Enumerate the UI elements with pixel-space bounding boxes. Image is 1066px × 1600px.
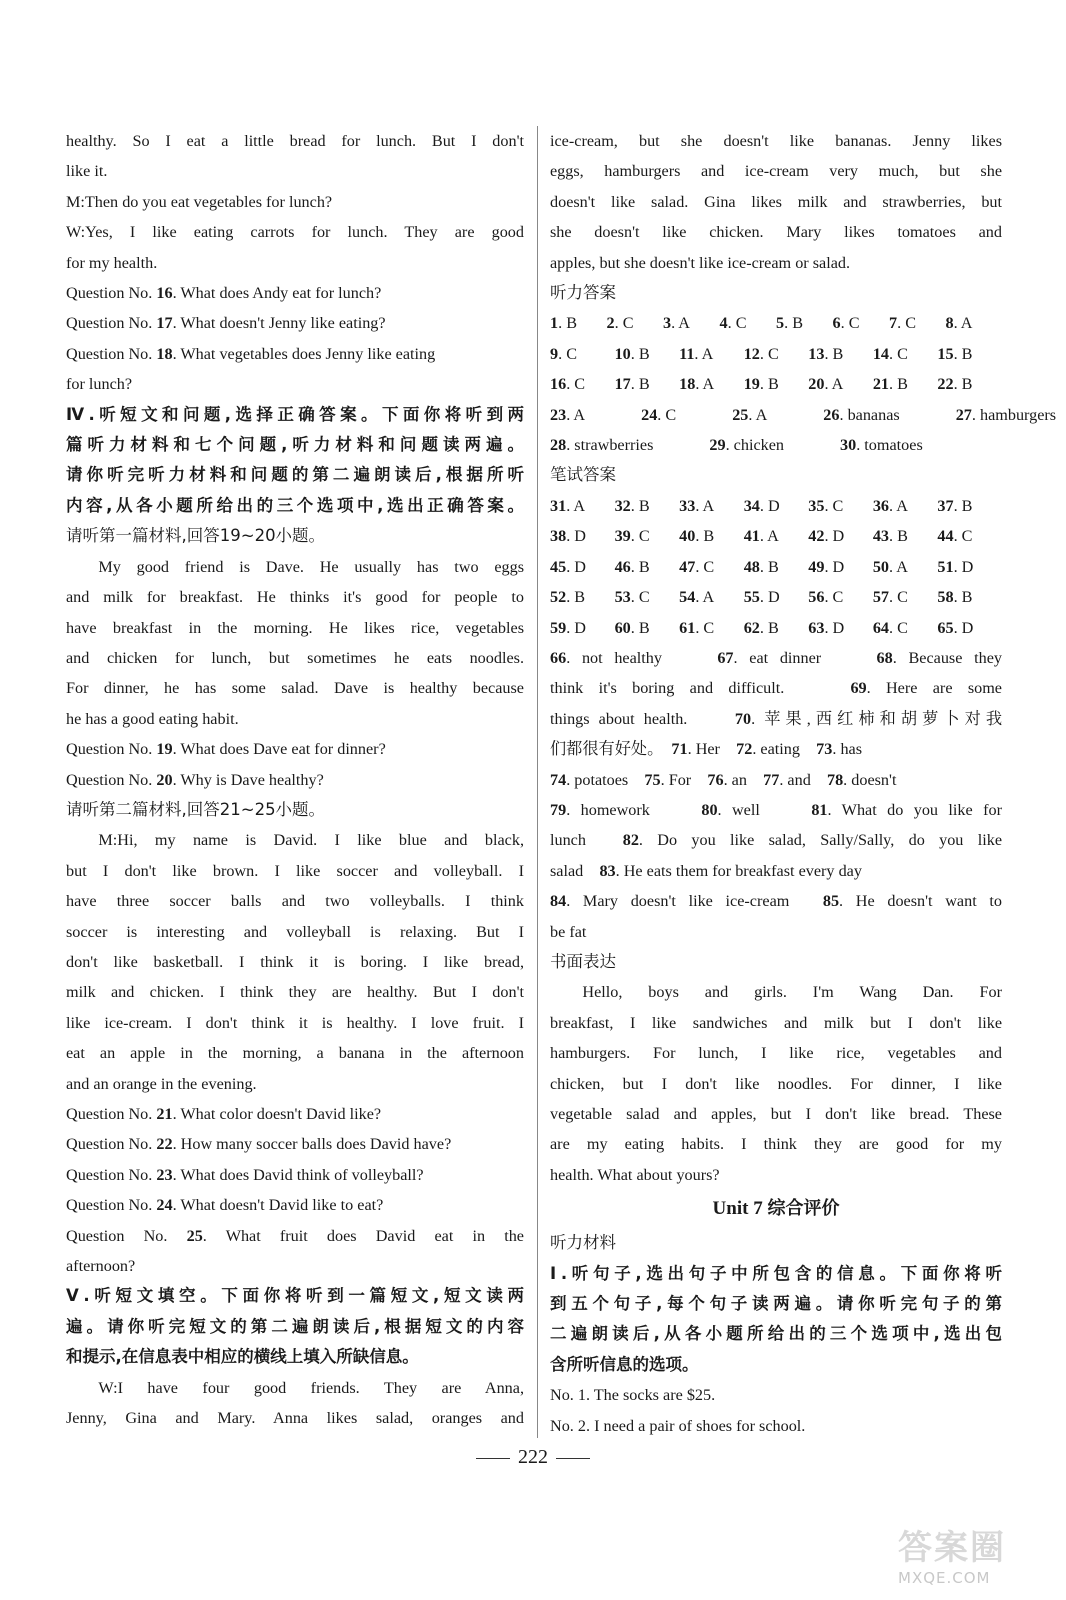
answer-item: 33. A: [679, 496, 715, 515]
answer-item: 39. C: [614, 527, 650, 546]
passage-line: W:I have four good friends. They are Anna,: [98, 1378, 524, 1397]
section-4-instruction: 请听第二篇材料,回答21~25小题。: [66, 799, 326, 819]
writing-line: breakfast, I like sandwiches and milk but I don't like: [550, 1013, 1002, 1032]
answer-line: 84. Mary doesn't like ice-cream 85. He doesn't want to: [550, 892, 1002, 911]
passage-line: and milk for breakfast. He thinks it's good for people to: [66, 588, 524, 607]
answer-item: 49. D: [808, 557, 845, 576]
answer-item: 10. B: [614, 344, 650, 363]
answer-item: 3. A: [663, 314, 690, 333]
section-4-instruction: 内容,从各小题所给出的三个选项中,选出正确答案。: [66, 495, 524, 515]
answer-row: [550, 369, 1002, 399]
answer-row: [550, 339, 1002, 369]
section-4-instruction: 请你听完听力材料和问题的第二遍朗读后,根据所听: [66, 465, 524, 485]
section-1-instruction: Ⅰ.听句子,选出句子中所包含的信息。下面你将听: [550, 1263, 1002, 1283]
answer-item: 35. C: [808, 496, 844, 515]
question-21: Question No. 21. What color doesn't David like?: [66, 1105, 382, 1123]
passage-line: apples, but she doesn't like ice-cream or salad.: [550, 253, 851, 272]
writing-heading: 书面表达: [550, 951, 616, 971]
watermark-text: 答案圈: [898, 1528, 1006, 1568]
answer-item: 44. C: [937, 527, 973, 546]
answer-item: 27. hamburgers: [955, 405, 1057, 424]
text-line: like it.: [66, 162, 108, 181]
answer-item: 54. A: [679, 588, 715, 607]
passage-line: and an orange in the evening.: [66, 1074, 257, 1093]
passage-line: have three soccer balls and two volleyballs. I think: [66, 892, 524, 911]
answer-item: 63. D: [808, 618, 845, 637]
answer-line: 们都很有好处。 71. Her 72. eating 73. has: [550, 740, 863, 759]
answer-row: [550, 430, 1002, 460]
answer-item: 43. B: [872, 527, 908, 546]
answer-row: [550, 400, 1057, 430]
answer-line: 79. homework 80. well 81. What do you like for: [550, 800, 1002, 819]
answer-item: 56. C: [808, 588, 844, 607]
answer-item: 31. A: [550, 496, 586, 515]
left-column: [66, 126, 524, 1433]
section-1-instruction: 含所听信息的选项。: [550, 1354, 699, 1374]
answer-item: 55. D: [743, 588, 780, 607]
answer-item: 41. A: [743, 527, 779, 546]
answer-item: 53. C: [614, 588, 650, 607]
answer-item: 17. B: [614, 375, 650, 394]
passage-line: don't like basketball. I think it is boring. I like bread,: [66, 952, 524, 971]
answer-item: 52. B: [550, 588, 586, 607]
passage-line: M:Hi, my name is David. I like blue and black,: [98, 831, 524, 850]
answer-row: [550, 613, 1002, 643]
answer-row: [550, 521, 1002, 551]
answer-item: 19. B: [743, 375, 779, 394]
footer-dash: [476, 1458, 510, 1459]
answer-row: [550, 491, 1002, 521]
writing-line: are my eating habits. I think they are good for my: [550, 1135, 1002, 1154]
question-25: Question No. 25. What fruit does David eat in the: [66, 1226, 524, 1245]
writing-line: health. What about yours?: [550, 1165, 720, 1184]
answer-item: 6. C: [832, 314, 860, 333]
question-22: Question No. 22. How many soccer balls does David have?: [66, 1135, 452, 1154]
question-20: Question No. 20. Why is Dave healthy?: [66, 770, 324, 789]
answer-item: 45. D: [550, 557, 586, 576]
answer-item: 5. B: [776, 314, 803, 333]
section-4-instruction: Ⅳ.听短文和问题,选择正确答案。下面你将听到两: [66, 404, 524, 424]
answer-item: 32. B: [614, 496, 650, 515]
answer-item: 28. strawberries: [550, 436, 654, 455]
text-line: M:Then do you eat vegetables for lunch?: [66, 192, 333, 211]
passage-line: she doesn't like chicken. Mary likes tomatoes and: [550, 223, 1002, 242]
answer-item: 36. A: [872, 496, 908, 515]
section-5-instruction: Ⅴ.听短文填空。下面你将听到一篇短文,短文读两: [66, 1286, 524, 1306]
answer-item: 26. bananas: [823, 405, 900, 424]
passage-line: eat an apple in the morning, a banana in the afternoon: [66, 1044, 524, 1063]
answer-item: 30. tomatoes: [840, 436, 923, 455]
written-answers-heading: 笔试答案: [550, 465, 616, 485]
answer-line: things about health. 70. 苹果,西红柿和胡萝卜对我: [550, 709, 1003, 728]
text-line: afternoon?: [66, 1257, 136, 1276]
answer-item: 25. A: [732, 405, 768, 424]
answer-item: 20. A: [808, 375, 844, 394]
page-number: 222: [518, 1446, 548, 1468]
answer-item: 57. C: [872, 588, 908, 607]
watermark-logo: [898, 1520, 1048, 1590]
answer-item: 62. B: [743, 618, 779, 637]
answer-row: [550, 308, 1002, 338]
answer-item: 16. C: [550, 375, 586, 394]
listening-material-heading: 听力材料: [550, 1233, 616, 1253]
answer-item: 2. C: [606, 314, 634, 333]
page-footer: [0, 1446, 1066, 1469]
section-5-instruction: 遍。请你听完短文的第二遍朗读后,根据短文的内容: [66, 1316, 524, 1336]
passage-line: milk and chicken. I think they are healthy. But I don't: [66, 983, 524, 1002]
section-1-instruction: 二遍朗读后,从各小题所给出的三个选项中,选出包: [550, 1324, 1002, 1344]
answer-item: 37. B: [937, 496, 973, 515]
text-line: healthy. So I eat a little bread for lunch. But I don't: [66, 132, 524, 150]
passage-line: eggs, hamburgers and ice-cream very much, but she: [550, 162, 1002, 181]
text-line: for lunch?: [66, 375, 133, 394]
answer-item: 12. C: [743, 344, 779, 363]
answer-row: [550, 582, 1002, 612]
answer-item: 50. A: [872, 557, 908, 576]
question-23: Question No. 23. What does David think of volleyball?: [66, 1165, 424, 1184]
question-24: Question No. 24. What doesn't David like to eat?: [66, 1196, 384, 1215]
question-17: Question No. 17. What doesn't Jenny like eating?: [66, 314, 386, 333]
footer-dash: [556, 1458, 590, 1459]
answer-line: be fat: [550, 922, 587, 941]
answer-item: 29. chicken: [709, 436, 785, 455]
answer-item: 51. D: [937, 557, 974, 576]
answer-item: 46. B: [614, 557, 650, 576]
writing-line: hamburgers. For lunch, I like rice, vegetables and: [550, 1044, 1002, 1063]
writing-line: Hello, boys and girls. I'm Wang Dan. For: [582, 983, 1002, 1002]
column-divider: [537, 126, 538, 1438]
answer-item: 8. A: [945, 314, 973, 333]
passage-line: My good friend is Dave. He usually has two eggs: [98, 557, 524, 576]
answer-item: 60. B: [614, 618, 650, 637]
answer-item: 11. A: [679, 344, 714, 363]
answer-item: 48. B: [743, 557, 779, 576]
answer-item: 59. D: [550, 618, 586, 637]
answer-item: 18. A: [679, 375, 715, 394]
answer-item: 42. D: [808, 527, 845, 546]
passage-line: For dinner, he has some salad. Dave is healthy because: [66, 679, 524, 698]
passage-line: ice-cream, but she doesn't like bananas. Jenny likes: [550, 132, 1002, 150]
question-18: Question No. 18. What vegetables does Jenny like eating: [66, 344, 436, 363]
answer-item: 58. B: [937, 588, 973, 607]
answer-item: 15. B: [937, 344, 973, 363]
answer-line: think it's boring and difficult. 69. Here are some: [550, 679, 1002, 698]
answer-item: 61. C: [679, 618, 715, 637]
section-4-instruction: 请听第一篇材料,回答19~20小题。: [66, 526, 326, 546]
answer-line: 74. potatoes 75. For 76. an 77. and 78. doesn't: [550, 770, 897, 789]
passage-line: have breakfast in the morning. He likes rice, vegetables: [66, 618, 524, 637]
passage-line: he has a good eating habit.: [66, 709, 239, 728]
passage-line: but I don't like brown. I like soccer and volleyball. I: [66, 861, 524, 880]
answer-item: 1. B: [550, 314, 577, 333]
answer-item: 9. C: [550, 344, 577, 363]
listening-answers-heading: 听力答案: [550, 283, 616, 303]
answer-item: 23. A: [550, 405, 586, 424]
answer-item: 22. B: [937, 375, 973, 394]
question-16: Question No. 16. What does Andy eat for lunch?: [66, 284, 382, 303]
question-19: Question No. 19. What does Dave eat for dinner?: [66, 740, 386, 759]
answer-item: 47. C: [679, 557, 715, 576]
answer-line: lunch 82. Do you like salad, Sally/Sally, do you like: [550, 831, 1002, 850]
answer-row: [550, 552, 1002, 582]
passage-line: Jenny, Gina and Mary. Anna likes salad, oranges and: [66, 1409, 524, 1428]
answer-item: 4. C: [719, 314, 747, 333]
answer-item: 64. C: [872, 618, 908, 637]
answer-line: salad 83. He eats them for breakfast every day: [550, 861, 862, 880]
unit-title: Unit 7 综合评价: [712, 1198, 840, 1220]
sentence-item: No. 1. The socks are $25.: [550, 1386, 716, 1405]
answer-item: 24. C: [641, 405, 677, 424]
answer-item: 14. C: [872, 344, 908, 363]
answer-item: 34. D: [743, 496, 780, 515]
text-line: W:Yes, I like eating carrots for lunch. They are good: [66, 223, 524, 242]
sentence-item: No. 2. I need a pair of shoes for school.: [550, 1416, 806, 1435]
answer-item: 40. B: [679, 527, 715, 546]
passage-line: doesn't like salad. Gina likes milk and strawberries, but: [550, 192, 1002, 211]
writing-line: vegetable salad and apples, but I don't like bread. These: [550, 1105, 1002, 1123]
section-1-instruction: 到五个句子,每个句子读两遍。请你听完句子的第: [550, 1294, 1002, 1314]
answer-item: 38. D: [550, 527, 586, 546]
section-5-instruction: 和提示,在信息表中相应的横线上填入所缺信息。: [66, 1347, 419, 1367]
passage-line: and chicken for lunch, but sometimes he eats noodles.: [66, 648, 524, 667]
writing-line: chicken, but I don't like noodles. For dinner, I like: [550, 1074, 1002, 1093]
answer-item: 13. B: [808, 344, 844, 363]
answer-item: 21. B: [872, 375, 908, 394]
section-4-instruction: 篇听力材料和七个问题,听力材料和问题读两遍。: [66, 435, 524, 455]
answer-item: 65. D: [937, 618, 974, 637]
passage-line: like ice-cream. I don't think it is healthy. I love fruit. I: [66, 1013, 524, 1032]
watermark-url: MXQE.COM: [898, 1569, 991, 1587]
answer-item: 7. C: [889, 314, 916, 333]
right-column: [550, 126, 1057, 1441]
passage-line: soccer is interesting and volleyball is relaxing. But I: [66, 922, 524, 941]
text-line: for my health.: [66, 253, 158, 272]
answer-line: 66. not healthy 67. eat dinner 68. Because they: [550, 648, 1002, 667]
